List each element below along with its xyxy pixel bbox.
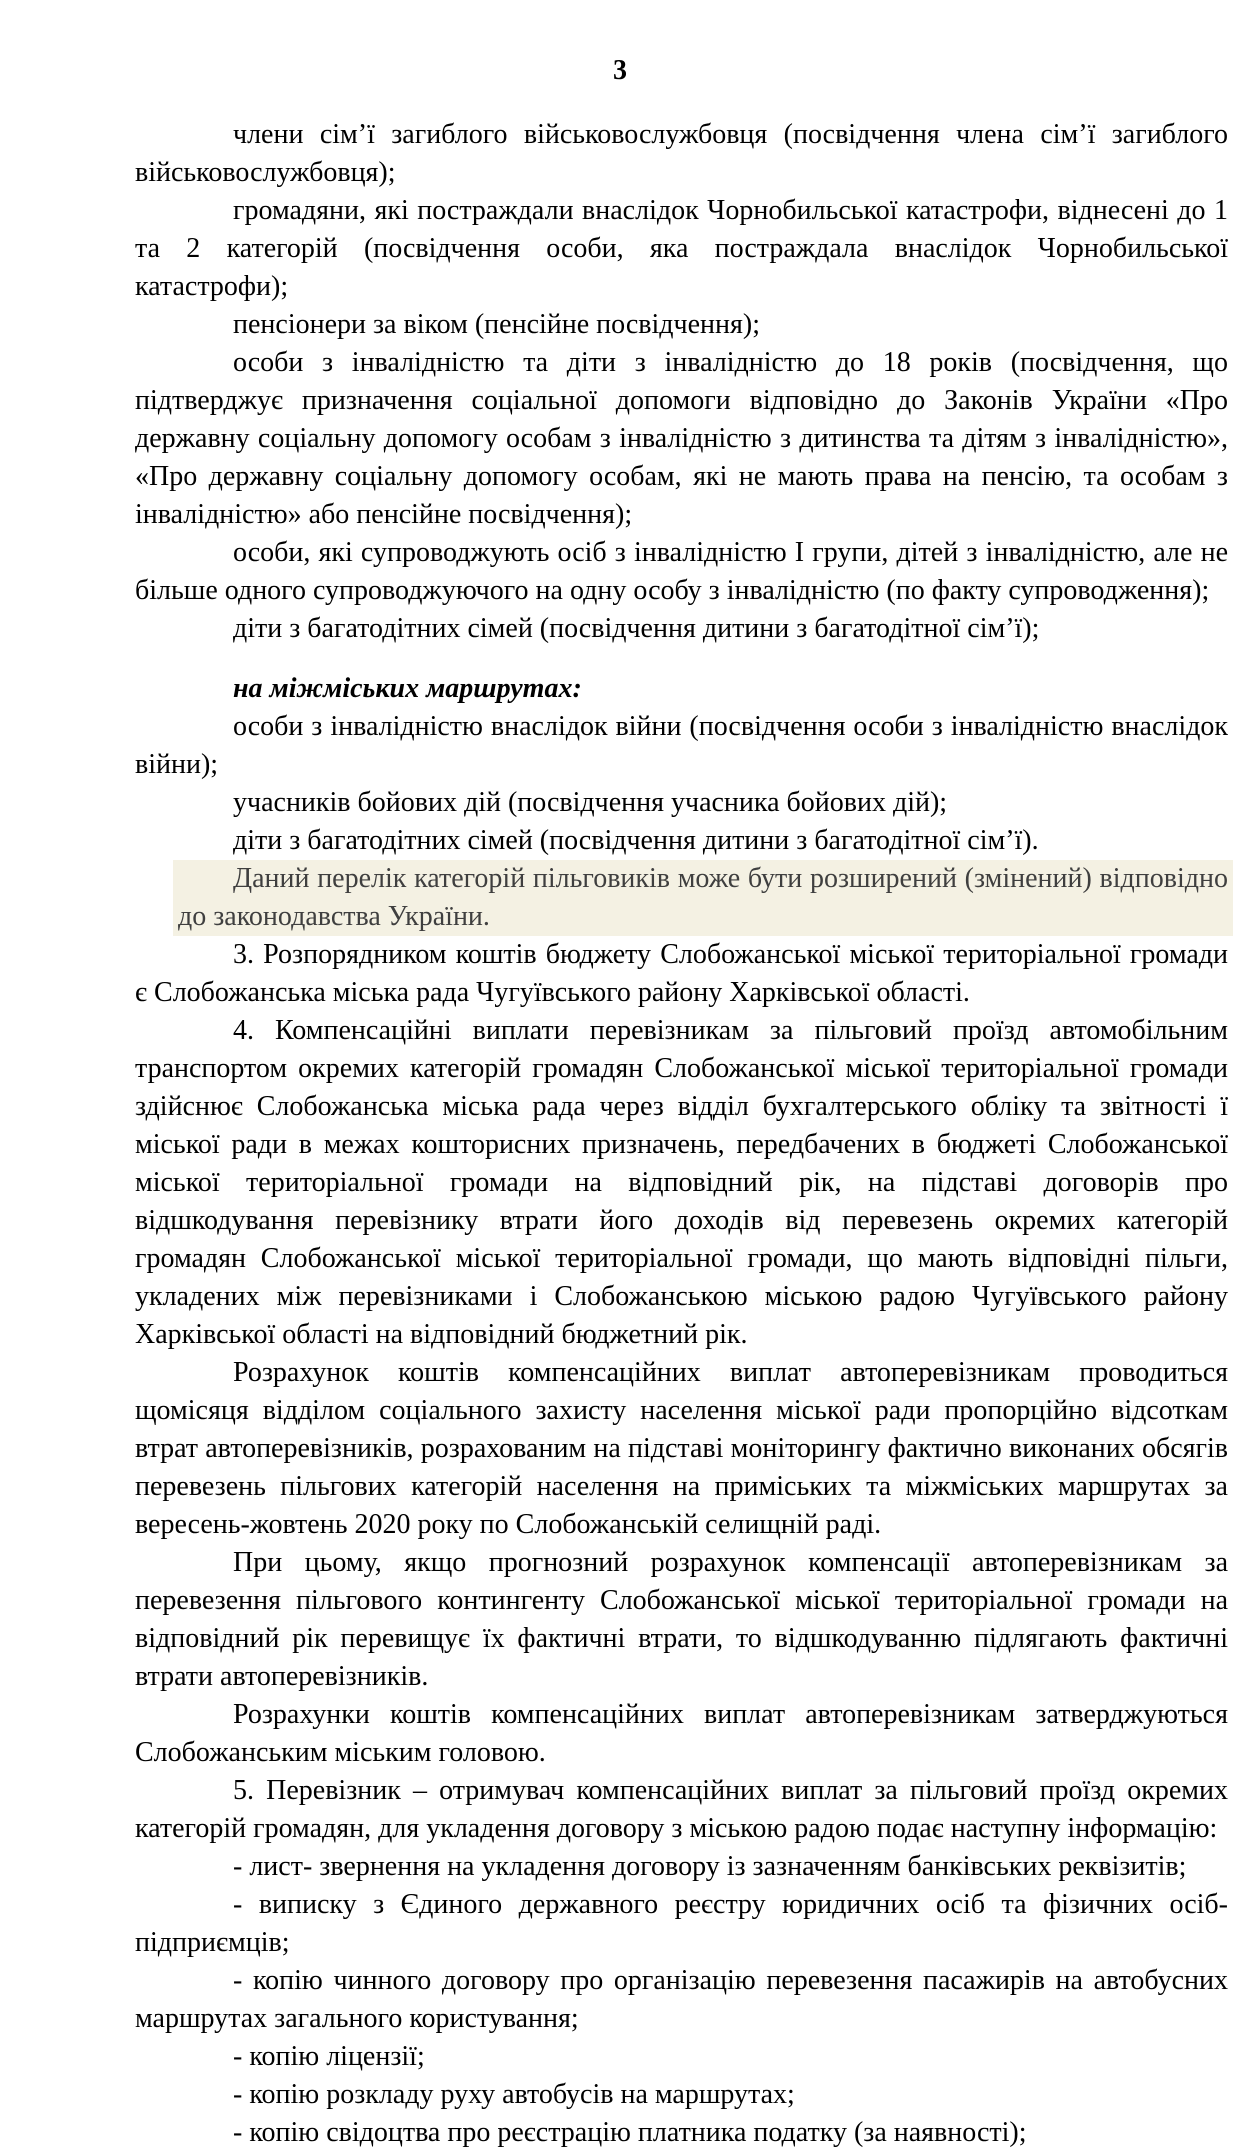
paragraph: Розрахунок коштів компенсаційних виплат автоперевізникам проводиться щомісяця відділом соціального захисту населення міської ради пропорційно відсоткам втрат автоперевізників, розрахованим на підставі моніторингу фактично виконаних обсягів перевезень пільгових категорій населення на приміських та міжміських маршрутах за вересень-жовтень 2020 року по Слобожанській селищній раді. (135, 1357, 1228, 1540)
paragraph: громадяни, які постраждали внаслідок Чорнобильської катастрофи, віднесені до 1 та 2 категорій (посвідчення особи, яка постраждала внаслідок Чорнобильської катастрофи); (135, 195, 1228, 302)
paragraph: - копію свідоцтва про реєстрацію платника податку (за наявності); (233, 2117, 1027, 2148)
paragraph: - копію чинного договору про організацію перевезення пасажирів на автобусних маршрутах загального користування; (135, 1965, 1228, 2034)
section-heading: на міжміських маршрутах: (233, 673, 582, 704)
page-number: 3 (613, 55, 627, 86)
paragraph: - виписку з Єдиного державного реєстру юридичних осіб та фізичних осіб-підприємців; (135, 1889, 1228, 1958)
paragraph: особи, які супроводжують осіб з інвалідністю I групи, дітей з інвалідністю, але не більше одного супроводжуючого на одну особу з інвалідністю (по факту супроводження); (135, 537, 1228, 606)
paragraph: При цьому, якщо прогнозний розрахунок компенсації автоперевізникам за перевезення пільгового контингенту Слобожанської міської територіальної громади на відповідний рік перевищує їх фактичні втрати, то відшкодуванню підлягають фактичні втрати автоперевізників. (135, 1547, 1228, 1692)
document-body (0, 116, 1240, 2152)
paragraph: діти з багатодітних сімей (посвідчення дитини з багатодітної сім’ї). (233, 825, 1039, 856)
paragraph: особи з інвалідністю внаслідок війни (посвідчення особи з інвалідністю внаслідок війни); (135, 711, 1228, 780)
paragraph: - копію розкладу руху автобусів на маршрутах; (233, 2079, 795, 2110)
paragraph: члени сім’ї загиблого військовослужбовця (посвідчення члена сім’ї загиблого військовослужбовця); (135, 119, 1228, 188)
paragraph: 5. Перевізник – отримувач компенсаційних виплат за пільговий проїзд окремих категорій громадян, для укладення договору з міською радою подає наступну інформацію: (135, 1775, 1228, 1844)
paragraph: учасників бойових дій (посвідчення учасника бойових дій); (233, 787, 948, 818)
highlighted-paragraph: Даний перелік категорій пільговиків може бути розширений (змінений) відповідно до законодавства України. (173, 860, 1233, 936)
paragraph: особи з інвалідністю та діти з інвалідністю до 18 років (посвідчення, що підтверджує призначення соціальної допомоги відповідно до Законів України «Про державну соціальну допомогу особам з інвалідністю з дитинства та дітям з інвалідністю», «Про державну соціальну допомогу особам, які не мають права на пенсію, та особам з інвалідністю» або пенсійне посвідчення); (135, 347, 1228, 530)
paragraph: - лист- звернення на укладення договору із зазначенням банківських реквізитів; (233, 1851, 1187, 1882)
paragraph: - копію ліцензії; (233, 2041, 425, 2072)
paragraph: 4. Компенсаційні виплати перевізникам за пільговий проїзд автомобільним транспортом окремих категорій громадян Слобожанської міської територіальної громади здійснює Слобожанська міська рада через відділ бухгалтерського обліку та звітності ї міської ради в межах кошторисних призначень, передбачених в бюджеті Слобожанської міської територіальної громади на відповідний рік, на підставі договорів про відшкодування перевізнику втрати його доходів від перевезень окремих категорій громадян Слобожанської міської територіальної громади, що мають відповідні пільги, укладених між перевізниками і Слобожанською міською радою Чугуївського району Харківської області на відповідний бюджетний рік. (135, 1015, 1228, 1350)
paragraph: пенсіонери за віком (пенсійне посвідчення); (233, 309, 760, 340)
paragraph: Розрахунки коштів компенсаційних виплат автоперевізникам затверджуються Слобожанським міським головою. (135, 1699, 1228, 1768)
paragraph: 3. Розпорядником коштів бюджету Слобожанської міської територіальної громади є Слобожанська міська рада Чугуївського району Харківської області. (135, 939, 1228, 1008)
paragraph: діти з багатодітних сімей (посвідчення дитини з багатодітної сім’ї); (233, 613, 1040, 644)
